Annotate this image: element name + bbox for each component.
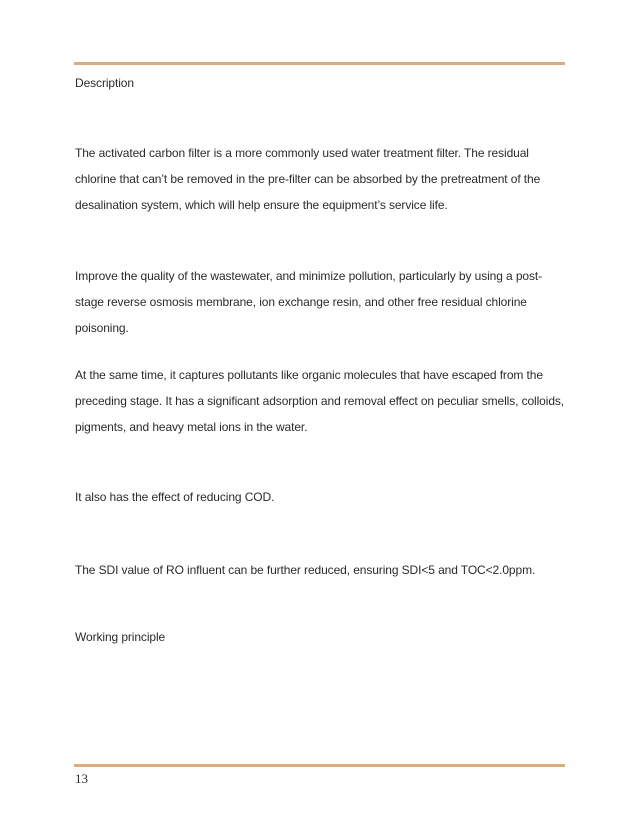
paragraph-reducing-cod: It also has the effect of reducing COD.	[75, 490, 275, 504]
paragraph-improve-quality: Improve the quality of the wastewater, and minimize pollution, particularly by using a post-stage reverse osmosis membrane, ion exchange resin, and other free residual chlorine poisoning.	[75, 269, 543, 335]
paragraph-captures-pollutants: At the same time, it captures pollutants like organic molecules that have escaped from the preceding stage. It has a significant adsorption and removal effect on peculiar smells, colloids, pigments, and heavy metal ions in the water.	[75, 368, 565, 434]
section-heading-description: Description	[75, 76, 134, 90]
page-number: 13	[75, 771, 88, 786]
top-divider	[74, 62, 565, 65]
section-heading-working-principle: Working principle	[75, 630, 166, 644]
bottom-divider	[74, 764, 565, 767]
paragraph-sdi-value: The SDI value of RO influent can be further reduced, ensuring SDI<5 and TOC<2.0ppm.	[75, 563, 536, 577]
paragraph-activated-carbon: The activated carbon filter is a more commonly used water treatment filter. The residual chlorine that can’t be removed in the pre-filter can be absorbed by the pretreatment of the desalination system, which will help ensure the equipment’s service life.	[75, 146, 541, 212]
